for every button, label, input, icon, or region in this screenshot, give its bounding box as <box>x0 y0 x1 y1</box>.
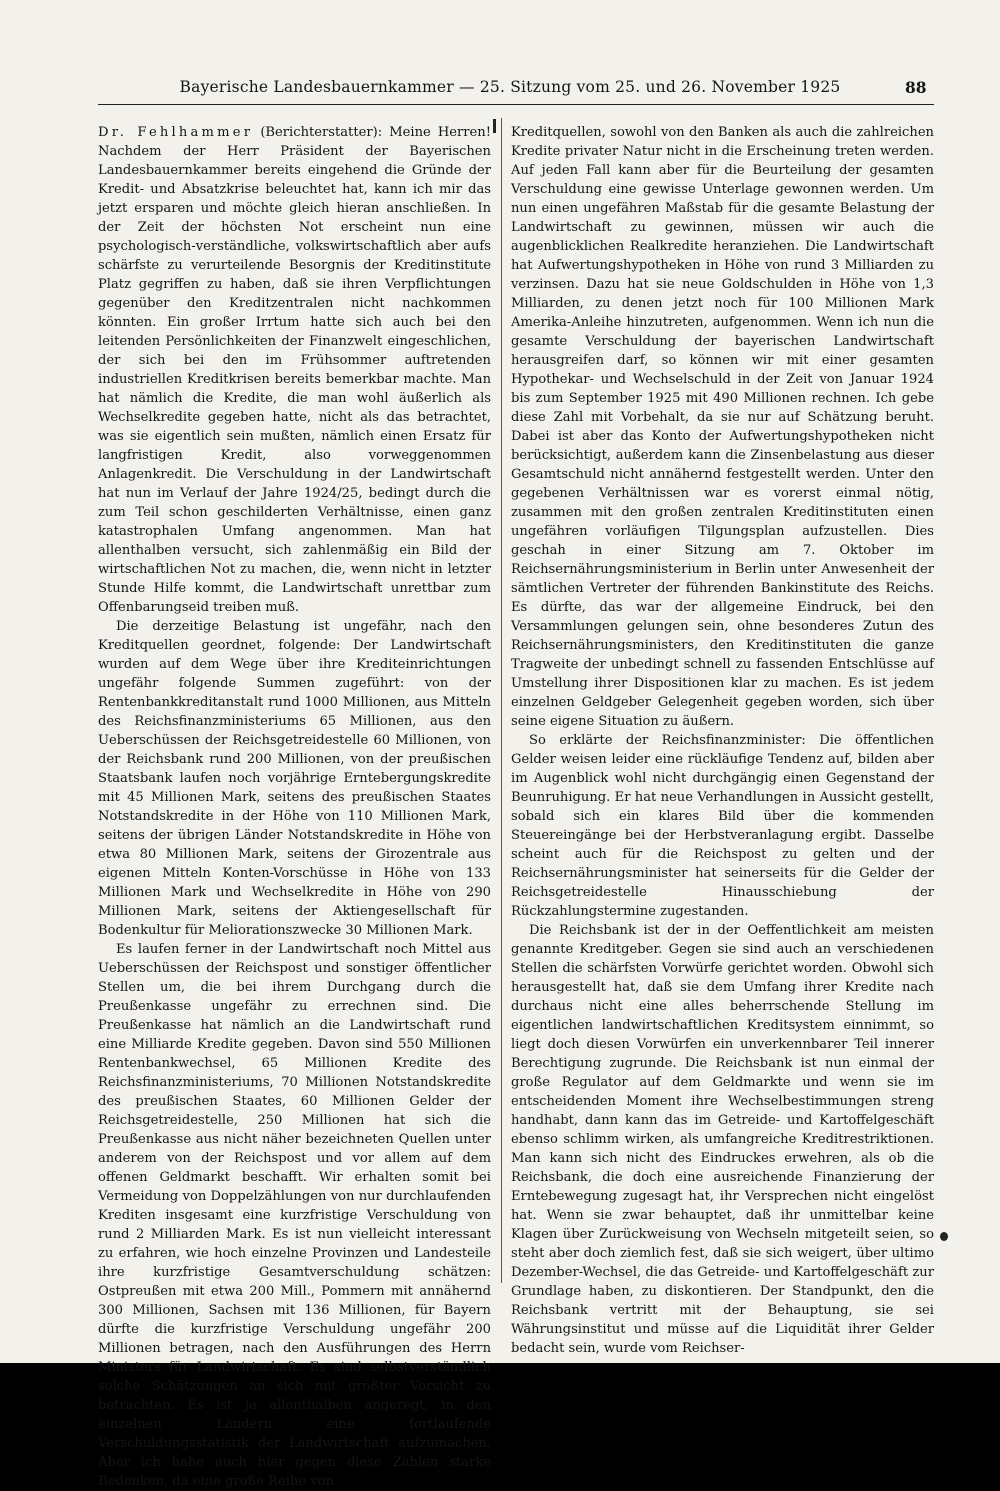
paragraph: So erklärte der Reichsfinanzminister: Die öffentlichen Gelder weisen leider eine rückläufige Tendenz auf, bilden aber im Augenblick wohl nicht durchgängig einen Gegenstand der Beunruhigung. Er hat neue Verhandlungen in Aussicht gestellt, sobald sich ein klares Bild über die kommenden Steuereingänge bei der Herbstveranlagung ergibt. Dasselbe scheint auch für die Reichspost zu gelten und der Reichsernährungsminister hat seinerseits für die Gelder der Reichsgetreidestelle Hinausschiebung der Rückzahlungstermine zugestanden. <box>511 733 934 919</box>
header-rule <box>98 104 934 105</box>
column-divider <box>501 118 502 1283</box>
paragraph-text: Meine Herren! Nachdem der Herr Präsident der Bayerischen Landesbauernkammer bereits eingehend die Gründe der Kredit- und Absatzkrise beleuchtet hat, kann ich mir das jetzt ersparen und möchte gleich hieran anschließen. In der Zeit der höchsten Not erscheint nun eine psychologisch-verständliche, volkswirtschaftlich aber aufs schärfste zu verurteilende Besorgnis der Kreditinstitute Platz gegriffen zu haben, daß sie ihren Verpflichtungen gegenüber den Kreditzentralen nicht nachkommen könnten. Ein großer Irrtum hatte sich auch bei den leitenden Persönlichkeiten der Finanzwelt eingeschlichen, der sich bei den im Frühsommer auftretenden industriellen Kreditkrisen bereits bemerkbar machte. Man hat nämlich die Kredite, die man wohl äußerlich als Wechselkredite gegeben hatte, nicht als das betrachtet, was sie eigentlich sein mußten, nämlich einen Ersatz für langfristigen Kredit, also vorweggenommen Anlagenkredit. Die Verschuldung in der Landwirtschaft hat nun im Verlauf der Jahre 1924/25, bedingt durch die zum Teil schon geschilderten Verhältnisse, einen ganz katastrophalen Umfang angenommen. Man hat allenthalben versucht, sich zahlenmäßig ein Bild der wirtschaftlichen Not zu machen, die, wenn nicht in letzter Stunde Hilfe kommt, die Landwirtschaft unrettbar zum Offenbarungseid treiben muß. <box>98 125 491 615</box>
paragraph: Die derzeitige Belastung ist ungefähr, nach den Kreditquellen geordnet, folgende: Der Landwirtschaft wurden auf dem Wege über ihre Krediteinrichtungen ungefähr folgende Summen zugeführt: von der Rentenbankkreditanstalt rund 1000 Millionen, aus Mitteln des Reichsfinanzministeriums 65 Millionen, aus den Ueberschüssen der Reichsgetreidestelle 60 Millionen, von der Reichsbank rund 200 Millionen, von der preußischen Staatsbank laufen noch vorjährige Erntebergungskredite mit 45 Millionen Mark, seitens des preußischen Staates Notstandskredite in der Höhe von 110 Millionen Mark, seitens der übrigen Länder Notstandskredite in Höhe von etwa 80 Millionen Mark, seitens der Girozentrale aus eigenen Mitteln Konten-Vorschüsse in Höhe von 133 Millionen Mark und Wechselkredite in Höhe von 290 Millionen Mark, seitens der Aktiengesellschaft für Bodenkultur für Meliorationszwecke 30 Millionen Mark. <box>98 619 491 938</box>
right-column <box>511 123 934 1356</box>
ink-mark <box>940 1232 948 1241</box>
speaker-name: Dr. Fehlhammer <box>98 125 254 140</box>
running-title: Bayerische Landesbauernkammer — 25. Sitzung vom 25. und 26. November 1925 <box>179 78 841 96</box>
paragraph: Kreditquellen, sowohl von den Banken als auch die zahlreichen Kredite privater Natur nicht in die Erscheinung treten werden. Auf jeden Fall kann aber für die Beurteilung der gesamten Verschuldung eine gewisse Unterlage gewonnen werden. Um nun einen ungefähren Maßstab für die gesamte Belastung der Landwirtschaft zu gewinnen, müssen wir auch die augenblicklichen Realkredite heranziehen. Die Landwirtschaft hat Aufwertungshypotheken in Höhe von rund 3 Milliarden zu verzinsen. Dazu hat sie neue Goldschulden in Höhe von 1,3 Milliarden, zu denen jetzt noch für 100 Millionen Mark Amerika-Anleihe hinzutreten, aufgenommen. Wenn ich nun die gesamte Verschuldung der bayerischen Landwirtschaft herausgreifen darf, so können wir mit einer gesamten Hypothekar- und Wechselschuld in der Zeit von Januar 1924 bis zum September 1925 mit 490 Millionen rechnen. Ich gebe diese Zahl mit Vorbehalt, da sie nur auf Schätzung beruht. Dabei ist aber das Konto der Aufwertungshypotheken nicht berücksichtigt, außerdem kann die Zinsenbelastung aus dieser Gesamtschuld nicht annähernd festgestellt werden. Unter den gegebenen Verhältnissen war es vorerst einmal nötig, zusammen mit den großen zentralen Kreditinstituten einen ungefähren vorläufigen Tilgungsplan aufzustellen. Dies geschah in einer Sitzung am 7. Oktober im Reichsernährungsministerium in Berlin unter Anwesenheit der sämtlichen Vertreter der führenden Bankinstitute des Reichs. Es dürfte, das war der allgemeine Eindruck, bei den Versammlungen gelungen sein, ohne besonderes Zutun des Reichsernährungsministers, den Kreditinstituten die ganze Tragweite der unbedingt schnell zu fassenden Entschlüsse auf Umstellung ihrer Dispositionen klar zu machen. Es ist jedem einzelnen Geldgeber Gelegenheit gegeben worden, sich über seine eigene Situation zu äußern. <box>511 125 934 729</box>
left-column <box>98 123 491 1489</box>
speaker-role: (Berichterstatter): <box>260 125 383 140</box>
column-mark <box>493 119 496 133</box>
paragraph: Die Reichsbank ist der in der Oeffentlichkeit am meisten genannte Kreditgeber. Gegen sie sind auch an verschiedenen Stellen die schärfsten Vorwürfe gerichtet worden. Obwohl sich herausgestellt hat, daß sie dem Umfang ihrer Kredite nach durchaus nicht eine alles beherrschende Stellung im eigentlichen landwirtschaftlichen Kreditsystem einnimmt, so liegt doch diesen Vorwürfen ein unverkennbarer Teil innerer Berechtigung zugrunde. Die Reichsbank ist nun einmal der große Regulator auf dem Geldmarkte und wenn sie im entscheidenden Moment ihre Wechselbestimmungen streng handhabt, dann kann das im Getreide- und Kartoffelgeschäft ebenso schlimm wirken, als umfangreiche Kreditrestriktionen. Man kann sich nicht des Eindruckes erwehren, als ob die Reichsbank, die doch eine ausreichende Finanzierung der Erntebewegung zugesagt hat, ihr Versprechen nicht eingelöst hat. Wenn sie zwar behauptet, daß ihr unmittelbar keine Klagen über Zurückweisung von Wechseln mitgeteilt seien, so steht aber doch ziemlich fest, daß sie sich weigert, über ultimo Dezember-Wechsel, die das Getreide- und Kartoffelgeschäft zur Grundlage haben, zu diskontieren. Der Standpunkt, den die Reichsbank vertritt mit der Behauptung, sie sei Währungsinstitut und müsse auf die Liquidität ihrer Gelder bedacht sein, wurde vom Reichser- <box>511 923 934 1356</box>
page-number: 88 <box>905 78 927 97</box>
paragraph <box>98 123 491 617</box>
page-header <box>0 78 1000 102</box>
paragraph: Es laufen ferner in der Landwirtschaft noch Mittel aus Ueberschüssen der Reichspost und sonstiger öffentlicher Stellen um, die bei ihrem Durchgang durch die Preußenkasse ungefähr zu errechnen sind. Die Preußenkasse hat nämlich an die Landwirtschaft rund eine Milliarde Kredite gegeben. Davon sind 550 Millionen Rentenbankwechsel, 65 Millionen Kredite des Reichsfinanzministeriums, 70 Millionen Notstandskredite des preußischen Staates, 60 Millionen Gelder der Reichsgetreidestelle, 250 Millionen hat sich die Preußenkasse aus nicht näher bezeichneten Quellen unter anderem von der Reichspost und vor allem auf dem offenen Geldmarkt beschafft. Wir erhalten somit bei Vermeidung von Doppelzählungen von nur durchlaufenden Krediten insgesamt eine kurzfristige Verschuldung von rund 2 Milliarden Mark. Es ist nun vielleicht interessant zu erfahren, wie hoch einzelne Provinzen und Landesteile ihre kurzfristige Gesamtverschuldung schätzen: Ostpreußen mit etwa 200 Mill., Pommern mit annähernd 300 Millionen, Sachsen mit 136 Millionen, für Bayern dürfte die kurzfristige Verschuldung ungefähr 200 Millionen betragen, nach den Ausführungen des Herrn Ministers für Landwirtschaft. Es sind selbstverständlich solche Schätzungen an sich mit größter Vorsicht zu betrachten. Es ist ja allenthalben angeregt, in den einzelnen Ländern eine fortlaufende Verschuldungsstatistik der Landwirtschaft aufzumachen. Aber ich habe auch hier gegen diese Zahlen starke Bedenken, da eine große Reihe von <box>98 942 491 1489</box>
